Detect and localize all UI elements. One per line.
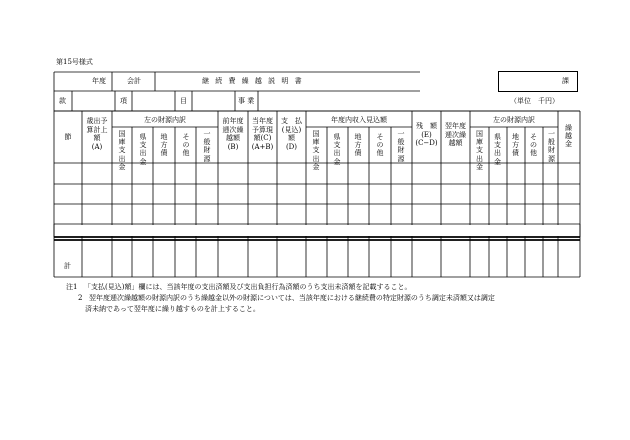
- rev-localbond-header: 地方債: [354, 133, 362, 158]
- next-sources-title: 左の財源内訳: [493, 116, 535, 124]
- unit-label: （単位 千円）: [510, 97, 559, 105]
- src-localbond-header: 地方債: [160, 133, 168, 158]
- rev-other-header: その他: [376, 133, 384, 158]
- kou-label: 項: [120, 97, 127, 105]
- note-2-text-line1: 翌年度逓次繰越額の財源内訳のうち繰越金以外の財源については、当該年度における継続費の特定財源のうち調定未済額又は調定: [89, 294, 495, 302]
- document-title: 継 続 費 繰 越 説 明 書: [202, 77, 304, 85]
- prev-year-header: 前年度 逓次繰 越額 (B): [222, 117, 244, 151]
- src-general-header: 一般財源: [203, 130, 211, 163]
- current-budget-header: 当年度 予算現 額(C) (A+B): [251, 117, 274, 151]
- rev-general-header: 一般財源: [397, 130, 405, 163]
- note-1-label: 注1: [66, 283, 78, 291]
- next-general-header: 一般財源: [548, 130, 555, 163]
- next-carryover-header: 繰越金: [565, 124, 572, 149]
- setsu-header: 節: [64, 133, 72, 141]
- src-pref-header: 県支出金: [139, 133, 147, 166]
- next-localbond-header: 地方債: [512, 133, 519, 158]
- kan-label: 款: [59, 97, 66, 105]
- next-national-header: 国庫支出金: [476, 130, 483, 171]
- next-pref-header: 県支出金: [494, 133, 501, 166]
- section-label: 課: [562, 77, 569, 85]
- src-other-header: その他: [182, 133, 190, 158]
- moku-label: 目: [180, 97, 187, 105]
- jigyo-label: 事 業: [238, 97, 255, 105]
- form-number: 第15号様式: [56, 58, 93, 66]
- remaining-header: 残 額 (E) (C−D): [415, 122, 438, 147]
- note-1-text: 「支払(見込)額」欄には、当該年度の支出済額及び支出負担行為済額のうち支出未済額を記載すること。: [84, 283, 412, 291]
- total-label: 計: [64, 262, 71, 270]
- rev-national-header: 国庫支出金: [312, 130, 320, 171]
- rev-pref-header: 県支出金: [333, 133, 341, 166]
- payments-header: 支 払 (見込) 額 (D): [281, 117, 302, 151]
- revenue-title: 年度内収入見込額: [331, 116, 387, 124]
- src-national-header: 国庫支出金: [118, 130, 126, 171]
- account-label: 会計: [127, 77, 141, 85]
- note-2-label: 2: [78, 294, 83, 302]
- note-2-text-line2: 済未納であって翌年度に繰り越すものを計上すること。: [85, 305, 260, 313]
- left-sources-title: 左の財源内訳: [144, 116, 186, 124]
- year-label: 年度: [92, 77, 106, 85]
- next-year-header: 翌年度 逓次繰 越額: [445, 122, 466, 147]
- budget-header: 歳出予 算計上 額 (A): [86, 117, 108, 151]
- next-other-header: その他: [530, 133, 537, 158]
